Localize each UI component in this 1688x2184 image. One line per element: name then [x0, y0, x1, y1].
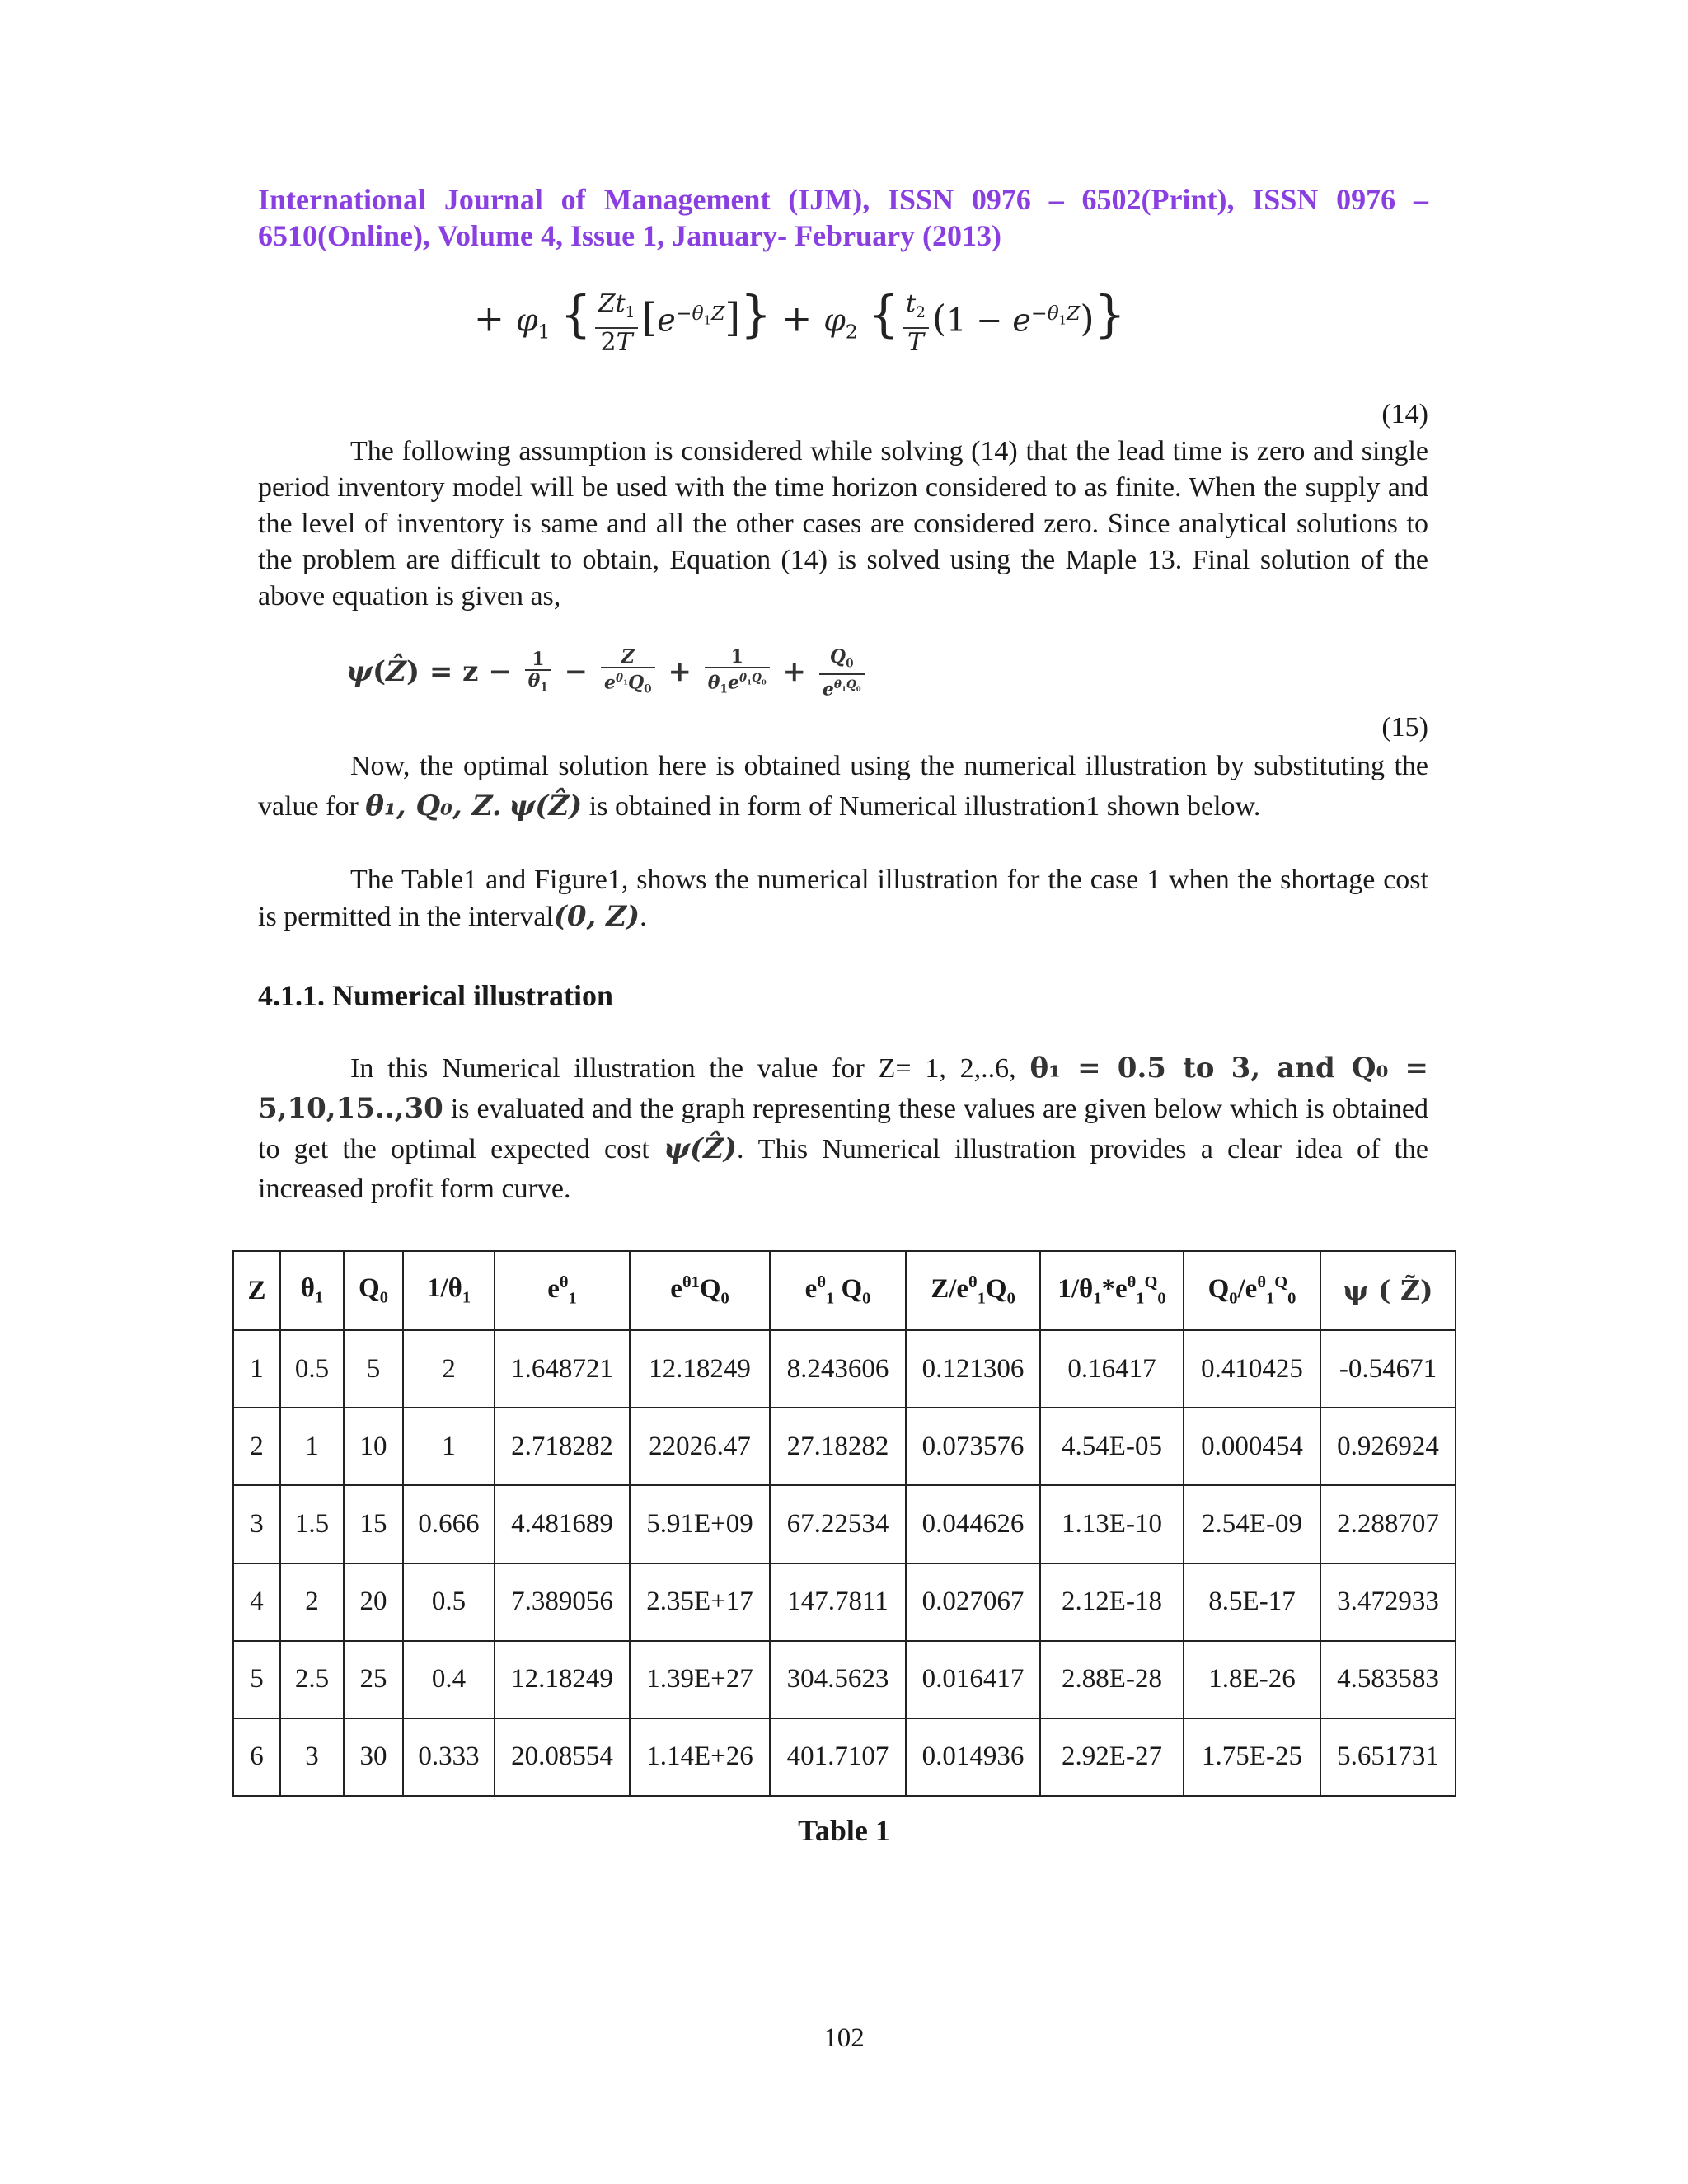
col-header-inv-theta-e: $1/\theta_1*e^\theta_1^Q_0$	[1040, 1251, 1184, 1330]
equation-14-graphic: + $\varphi_1$ { $\frac{Zt_1}{2T}$ $[e^{-\theta_1Z}]\} + \varphi_2$ { $\frac{t_2}{T}$ $(1 - e^{-\theta_1Z})$}	[474, 285, 1126, 357]
table-cell: -0.54671	[1320, 1330, 1456, 1408]
table-cell: 27.18282	[770, 1408, 906, 1485]
paragraph-optimal-solution-text1: Now, the optimal solution here is obtained using the numerical illustration by substituting the value for	[258, 751, 1428, 822]
table-cell: 30	[344, 1718, 403, 1796]
table-cell: 2.718282	[495, 1408, 630, 1485]
table-cell: 0.926924	[1320, 1408, 1456, 1485]
table-cell: 67.22534	[770, 1485, 906, 1563]
table-row	[233, 1718, 1456, 1796]
paragraph-table-intro-end: .	[640, 902, 647, 932]
table-cell: 2.288707	[1320, 1485, 1456, 1563]
table-cell: 2	[403, 1330, 495, 1408]
table-cell: 2	[233, 1408, 280, 1485]
table-cell: 0.016417	[906, 1641, 1040, 1718]
section-heading: 4.1.1. Numerical illustration	[258, 979, 613, 1012]
table-cell: 5.91E+09	[630, 1485, 770, 1563]
table-cell: 20	[344, 1563, 403, 1641]
table-cell: 4.583583	[1320, 1641, 1456, 1718]
col-header-z-over: $Z/e^\theta_1Q_0$	[906, 1251, 1040, 1330]
table-row	[233, 1641, 1456, 1718]
table-cell: 1.648721	[495, 1330, 630, 1408]
inline-interval: (0, Z)	[553, 900, 640, 933]
table-cell: 0.000454	[1184, 1408, 1320, 1485]
table-cell: 1	[280, 1408, 344, 1485]
paragraph-optimal-solution	[258, 747, 1428, 827]
col-header-psi: ψ ( Z̃)	[1320, 1251, 1456, 1330]
table-cell: 1.39E+27	[630, 1641, 770, 1718]
paragraph-numerical-text1: In this Numerical illustration the value for Z= 1, 2,..6,	[350, 1053, 1016, 1084]
table-cell: 5	[233, 1641, 280, 1718]
table-cell: 5	[344, 1330, 403, 1408]
table-cell: 1.75E-25	[1184, 1718, 1320, 1796]
table-cell: 0.410425	[1184, 1330, 1320, 1408]
table-cell: 0.333	[403, 1718, 495, 1796]
inline-psi: ψ(Ẑ)	[509, 790, 583, 823]
col-header-q0: $Q_0$	[344, 1251, 403, 1330]
table-cell: 2.35E+17	[630, 1563, 770, 1641]
table-cell: 0.5	[280, 1330, 344, 1408]
table-cell: 3	[280, 1718, 344, 1796]
table-body	[233, 1330, 1456, 1796]
table-cell: 1	[233, 1330, 280, 1408]
paragraph-numerical	[258, 1048, 1428, 1209]
table-cell: 15	[344, 1485, 403, 1563]
table-cell: 2.54E-09	[1184, 1485, 1320, 1563]
table-row	[233, 1408, 1456, 1485]
paragraph-numerical-text2: is evaluated and the graph representing these values are given below which is obtained to get the optimal expected cost	[258, 1094, 1429, 1165]
paragraph-table-intro	[258, 862, 1428, 935]
col-header-e-theta1-times-q0: $e^\theta_1$ $Q_0$	[770, 1251, 906, 1330]
table-cell: 2.5	[280, 1641, 344, 1718]
table-cell: 1.13E-10	[1040, 1485, 1184, 1563]
table-cell: 0.16417	[1040, 1330, 1184, 1408]
table-cell: 25	[344, 1641, 403, 1718]
col-header-q0-over: $Q_0/e^\theta_1^Q_0$	[1184, 1251, 1320, 1330]
journal-header-line2: 6510(Online), Volume 4, Issue 1, January- February (2013)	[258, 219, 1002, 252]
table-cell: 20.08554	[495, 1718, 630, 1796]
equation-15-graphic: ψ(Ẑ) = z − $\frac{1}{\theta_1}$ − $\frac{Z}{e^{\theta_1}Q_0}$ + $\frac{1}{\theta_1e^{\theta_1Q_0}}$ + $\frac{Q_0}{e^{\theta_1Q_0}}$	[346, 647, 868, 700]
table-cell: 1.5	[280, 1485, 344, 1563]
table-cell: 147.7811	[770, 1563, 906, 1641]
inline-vars: θ₁, Q₀, Z.	[365, 790, 502, 823]
table-cell: 0.027067	[906, 1563, 1040, 1641]
table-cell: 8.5E-17	[1184, 1563, 1320, 1641]
table-cell: 3	[233, 1485, 280, 1563]
paragraph-table-intro-text: The Table1 and Figure1, shows the numerical illustration for the case 1 when the shortage cost is permitted in the interval	[258, 865, 1428, 932]
table-cell: 0.073576	[906, 1408, 1040, 1485]
table-cell: 0.014936	[906, 1718, 1040, 1796]
table-cell: 6	[233, 1718, 280, 1796]
table-row	[233, 1563, 1456, 1641]
journal-header-line1: International Journal of Management (IJM), ISSN 0976 – 6502(Print), ISSN 0976 –	[258, 183, 1428, 216]
table-cell: 1.14E+26	[630, 1718, 770, 1796]
table-cell: 5.651731	[1320, 1718, 1456, 1796]
table-cell: 2.88E-28	[1040, 1641, 1184, 1718]
table-cell: 1.8E-26	[1184, 1641, 1320, 1718]
table-cell: 10	[344, 1408, 403, 1485]
col-header-inv-theta1: $1/\theta_1$	[403, 1251, 495, 1330]
table-cell: 2	[280, 1563, 344, 1641]
table-cell: 0.044626	[906, 1485, 1040, 1563]
table-cell: 7.389056	[495, 1563, 630, 1641]
table-cell: 401.7107	[770, 1718, 906, 1796]
col-header-e-theta1: $e^\theta_1$	[495, 1251, 630, 1330]
table-cell: 8.243606	[770, 1330, 906, 1408]
table-cell: 4.481689	[495, 1485, 630, 1563]
table-cell: 0.666	[403, 1485, 495, 1563]
paragraph-numerical-text3: . This Numerical illustration provides a clear idea of the increased profit form curve.	[258, 1134, 1429, 1204]
journal-header	[258, 181, 1428, 254]
inline-psi-cost: ψ(Ẑ)	[663, 1132, 738, 1165]
page-number: 102	[823, 2023, 865, 2053]
table-row	[233, 1330, 1456, 1408]
results-table	[232, 1250, 1456, 1797]
table-cell: 2.92E-27	[1040, 1718, 1184, 1796]
paragraph-assumption	[258, 434, 1428, 615]
equation-15-number: (15)	[1381, 712, 1428, 743]
table-cell: 22026.47	[630, 1408, 770, 1485]
inline-range: θ₁ = 0.5 to 3, and Q₀ = 5,10,15..,30	[258, 1052, 1428, 1125]
table-cell: 4.54E-05	[1040, 1408, 1184, 1485]
table-cell: 304.5623	[770, 1641, 906, 1718]
paragraph-optimal-solution-text2: is obtained in form of Numerical illustration1 shown below.	[588, 791, 1261, 822]
table-row	[233, 1485, 1456, 1563]
col-header-theta1: $\theta_1$	[280, 1251, 344, 1330]
table-cell: 1	[403, 1408, 495, 1485]
table-cell: 3.472933	[1320, 1563, 1456, 1641]
table-cell: 0.121306	[906, 1330, 1040, 1408]
table-caption: Table 1	[798, 1814, 890, 1847]
col-header-z: Z	[233, 1251, 280, 1330]
paragraph-assumption-text: The following assumption is considered while solving (14) that the lead time is zero and single period inventory model will be used with the time horizon considered to as finite. When the supply and the level of inventory is same and all the other cases are considered zero. Since analytical solutions to the problem are difficult to obtain, Equation (14) is solved using the Maple 13. Final solution of the above equation is given as,	[258, 436, 1428, 612]
table-cell: 0.4	[403, 1641, 495, 1718]
table-cell: 2.12E-18	[1040, 1563, 1184, 1641]
table-cell: 4	[233, 1563, 280, 1641]
table-header-row	[233, 1251, 1456, 1330]
equation-14-number: (14)	[1381, 399, 1428, 429]
col-header-e-theta1-q0: $e^{\theta 1}Q_0$	[630, 1251, 770, 1330]
table-cell: 0.5	[403, 1563, 495, 1641]
table-cell: 12.18249	[630, 1330, 770, 1408]
table-cell: 12.18249	[495, 1641, 630, 1718]
